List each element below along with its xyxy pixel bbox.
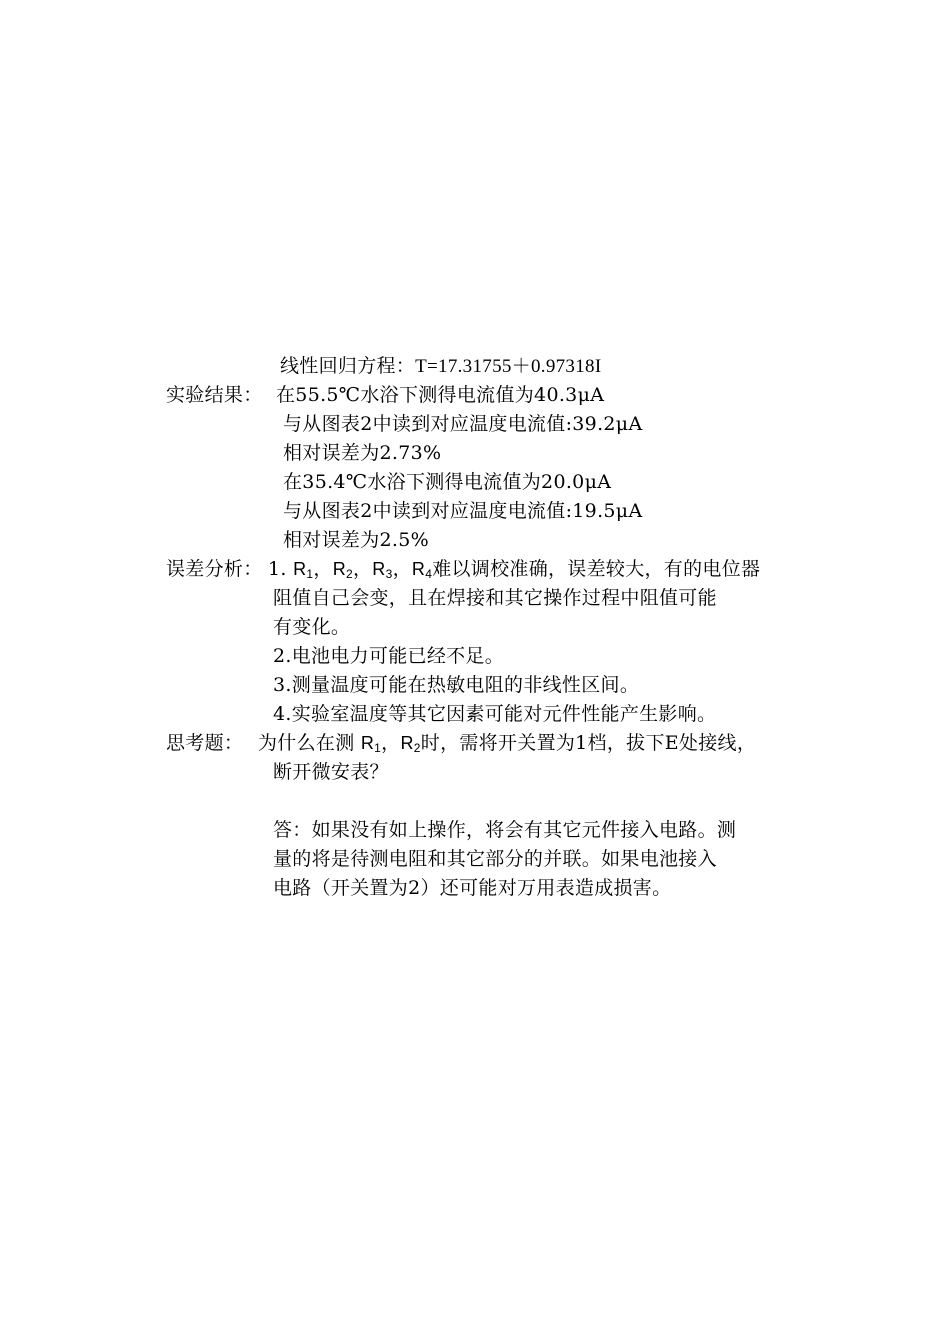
regression-line <box>280 353 601 380</box>
result-line-2: 与从图表2中读到对应温度电流值:39.2μA <box>283 413 643 435</box>
error-item-4: 4.实验室温度等其它因素可能对元件性能产生影响。 <box>273 703 717 725</box>
error-item-1-prefix: 1. <box>268 558 287 580</box>
result-line-5: 与从图表2中读到对应温度电流值:19.5μA <box>283 500 643 522</box>
separator: ， <box>381 732 401 754</box>
resistor-r3-subscript: 3 <box>385 567 393 581</box>
error-item-1-text: 难以调校准确，误差较大，有的电位器 <box>432 558 761 580</box>
resistor-r2-symbol: R <box>332 559 346 579</box>
result-line-6: 相对误差为2.5% <box>283 529 429 551</box>
results-heading: 实验结果： <box>166 384 263 406</box>
answer-line-2: 量的将是待测电阻和其它部分的并联。如果电池接入 <box>273 848 717 870</box>
regression-label: 线性回归方程： <box>280 355 416 377</box>
resistor-r1-subscript: 1 <box>306 567 314 581</box>
error-analysis-heading: 误差分析： <box>166 558 263 580</box>
error-item-1 <box>268 556 760 587</box>
result-line-1: 在55.5℃水浴下测得电流值为40.3μA <box>276 384 605 406</box>
regression-equation: T=17.31755＋0.97318I <box>415 356 602 377</box>
error-item-3: 3.测量温度可能在热敏电阻的非线性区间。 <box>273 674 640 696</box>
error-item-1-line-2: 阻值自己会变，且在焊接和其它操作过程中阻值可能 <box>273 587 717 609</box>
question-heading: 思考题： <box>166 732 244 754</box>
answer-line-3: 电路（开关置为2）还可能对万用表造成损害。 <box>273 877 672 899</box>
resistor-r2-subscript: 2 <box>346 567 353 581</box>
separator: ， <box>352 558 373 580</box>
question-prefix: 为什么在测 <box>258 732 355 754</box>
question-line-2: 断开微安表？ <box>273 761 389 783</box>
result-line-3: 相对误差为2.73% <box>283 442 442 464</box>
resistor-r2-symbol: R <box>400 733 414 753</box>
result-line-4: 在35.4℃水浴下测得电流值为20.0μA <box>283 471 612 493</box>
resistor-r4-symbol: R <box>411 559 426 579</box>
answer-line-1: 答：如果没有如上操作，将会有其它元件接入电路。测 <box>273 819 737 841</box>
resistor-r3-symbol: R <box>372 559 386 579</box>
error-item-2: 2.电池电力可能已经不足。 <box>273 645 505 667</box>
resistor-r1-symbol: R <box>293 559 307 579</box>
question-tail: 时，需将开关置为1档，拔下E处接线， <box>420 732 757 754</box>
error-item-1-line-3: 有变化。 <box>273 616 351 638</box>
separator: ， <box>392 558 412 580</box>
resistor-r1-subscript: 1 <box>374 741 382 755</box>
resistor-r1-symbol: R <box>360 733 375 753</box>
resistor-r4-subscript: 4 <box>425 567 433 581</box>
resistor-r2-subscript: 2 <box>413 741 421 755</box>
question-line-1 <box>258 730 756 761</box>
separator: ， <box>313 558 333 580</box>
